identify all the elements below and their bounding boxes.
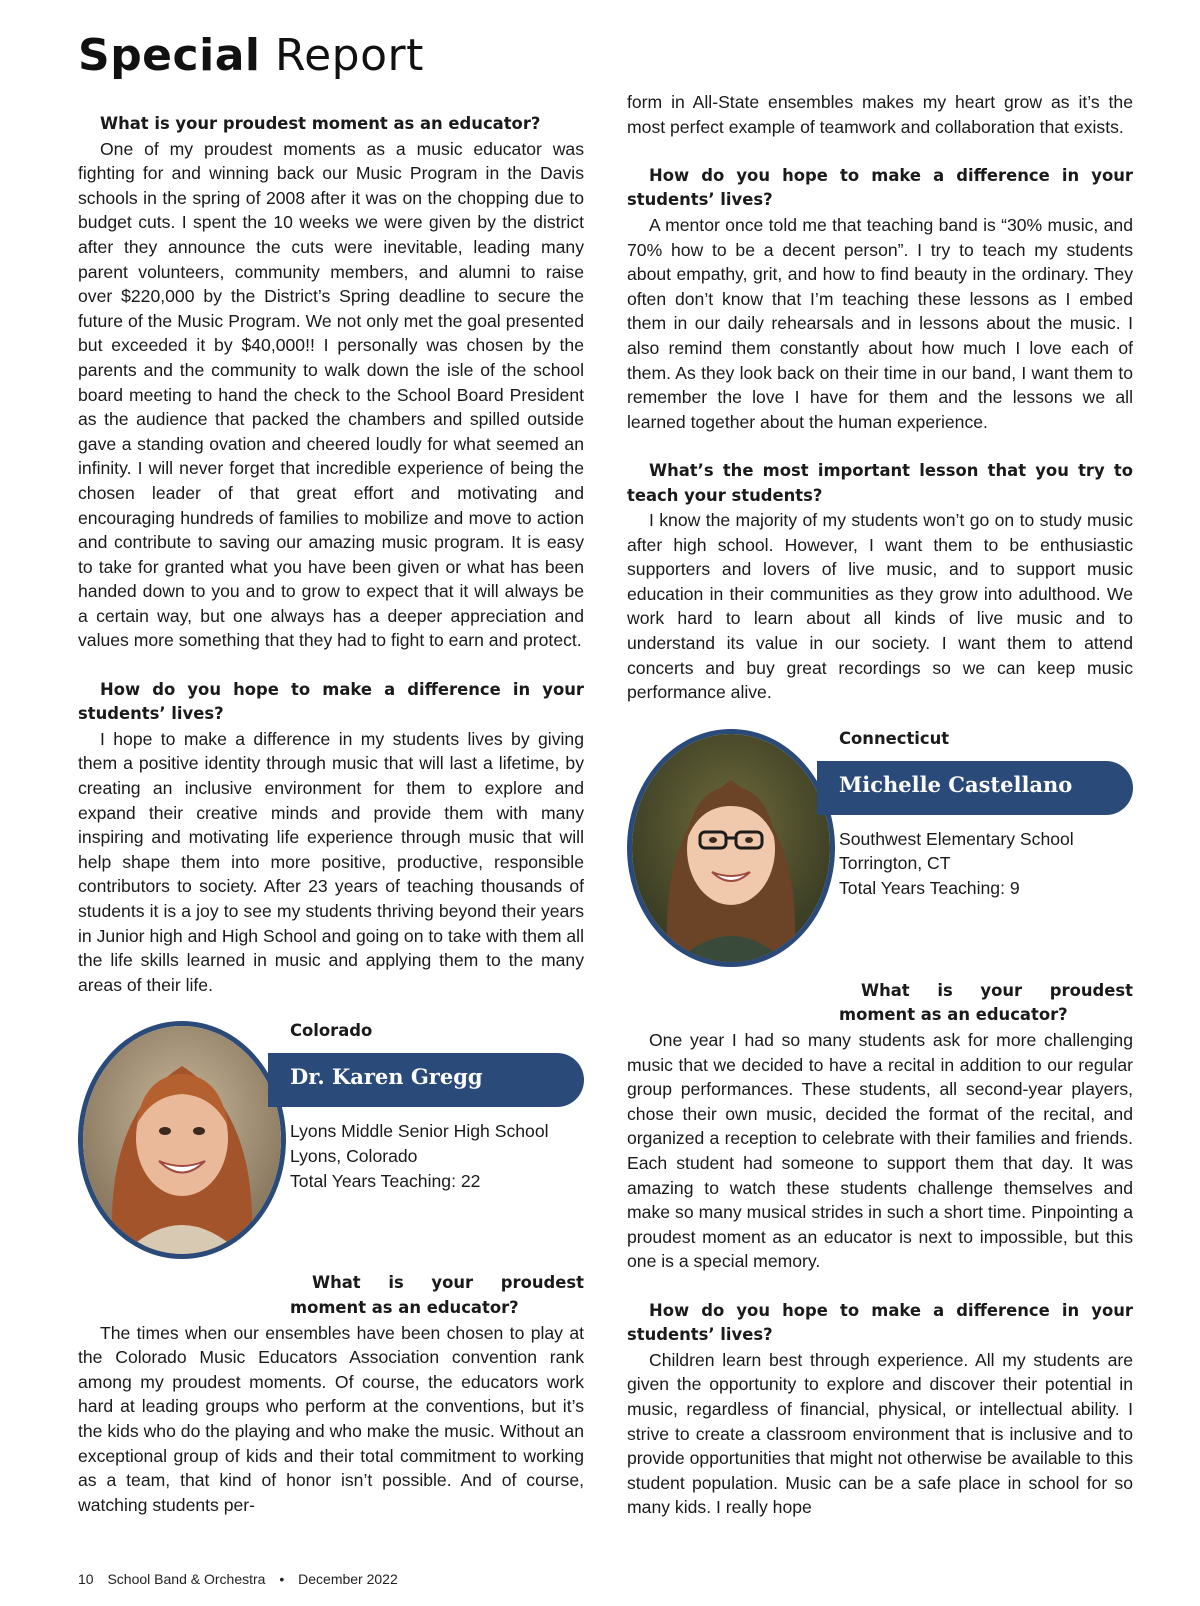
header-title-rest: Report [274,30,424,81]
profile-school: Southwest Elementary School [839,828,1074,849]
profile-state: Colorado [290,1021,373,1041]
answer-paragraph: I know the majority of my students won’t go on to study music after high school. However, I want them to be enthusiastic supporters and lovers of live music, and to support music education in their communities as they grow into adulthood. We work hard to learn about all kinds of live music and to understand its value in our society. I want them to attend concerts and buy great recordings so we can keep music performance alive. [627,510,1133,703]
profile-info [290,1119,549,1193]
profile-school: Lyons Middle Senior High School [290,1121,549,1142]
profile-years: Total Years Teaching: 22 [290,1170,481,1191]
profile-city: Torrington, CT [839,853,951,874]
question-heading: What is your proudest moment as an educator? [100,114,541,133]
header-title-bold: Special [78,30,261,81]
name-banner [268,1053,584,1107]
profile-years: Total Years Teaching: 9 [839,878,1020,899]
page-footer [78,1571,408,1587]
footer-bullet: • [279,1571,285,1587]
left-column [78,112,584,1517]
question-heading: How do you hope to make a difference in your students’ lives? [627,165,1133,210]
profile-state: Connecticut [839,728,950,748]
profile-name: Michelle Castellano [839,771,1073,797]
portrait-illustration [632,734,830,962]
question-heading: What is your proudest moment as an educator? [290,1273,584,1317]
profile-michelle-castellano [627,729,1133,979]
portrait-illustration [83,1026,281,1254]
right-column [627,90,1133,1520]
publication-name: School Band & Orchestra [107,1571,266,1587]
answer-paragraph: form in All-State ensembles makes my heart grow as it’s the most perfect example of teamwork and collaboration that exists. [627,92,1133,137]
answer-paragraph: One of my proudest moments as a music educator was fighting for and winning back our Music Program in the Davis schools in the spring of 2008 after it was on the chopping due to budget cuts. I spent the 10 weeks we were given by the district after they announce the cuts were inevitable, leading many parent volunteers, community members, and alumni to raise over $220,000 by the District’s Spring deadline to secure the future of the Music Program. We not only met the goal presented but exceeded it by $40,000!! I personally was chosen by the parents and the community to walk down the isle of the school board meeting to hand the check to the School Board President as the audience that packed the chambers and spilled outside gave a standing ovation and cheered loudly for what seemed an infinity. I will never forget that incredible experience of being the chosen leader of that great effort and motivating and encouraging hundreds of families to mobilize and move to action and contribute to saving our amazing music program. It is easy to take for granted what you have been given or what has been handed down to you and to grow to expect that it will always be a certain way, but one always has a deeper appreciation and values more something that they had to fight to earn and protect. [78,138,584,651]
answer-paragraph: I hope to make a difference in my students lives by giving them a positive identity through music that will last a lifetime, by creating an inclusive environment for them to explore and expand their creative minds and provide them with many inspiring and motivating life experience through music that will help shape them into more positive, productive, responsible contributors to society. After 23 years of teaching thousands of students it is a joy to see my students thriving beyond their years in Junior high and High School and going on to take with them all the life skills learned in music and applying them to the many areas of their life. [78,728,584,995]
name-banner [817,761,1133,815]
profile-info [839,827,1074,901]
profile-city: Lyons, Colorado [290,1145,418,1166]
profile-karen-gregg [78,1021,584,1271]
page-number: 10 [78,1571,94,1587]
issue-date: December 2022 [298,1571,398,1587]
profile-name: Dr. Karen Gregg [290,1064,483,1090]
answer-paragraph: A mentor once told me that teaching band is “30% music, and 70% how to be a decent person”. I try to teach my students about empathy, grit, and how to find beauty in the ordinary. They often don’t know that I’m teaching these lessons as I embed them in our daily rehearsals and in lessons about the music. I also remind them constantly about how much I love each of them. As they look back on their time in our band, I want them to remember the love I have for them and the lessons we all learned together about the human experience. [627,214,1133,432]
question-heading: How do you hope to make a difference in your students’ lives? [627,1300,1133,1345]
answer-paragraph: The times when our ensembles have been chosen to play at the Colorado Music Educators Association convention rank among my proudest moments. Of course, the educators work hard at leading groups who perform at the conventions, but it’s the kids who do the playing and who make the music. Without an exceptional group of kids and their total commitment to working as a team, that kind of honor isn’t possible. And of course, watching students per- [78,1322,584,1515]
question-heading: How do you hope to make a difference in your students’ lives? [78,679,584,724]
answer-paragraph: Children learn best through experience. All my students are given the opportunity to explore and discover their potential in music, regardless of financial, physical, or intellectual ability. I strive to create a classroom environment that is inclusive and to provide opportunities that might not otherwise be available to this student population. Music can be a safe place in school for so many kids. I really hope [627,1349,1133,1518]
question-heading: What is your proudest moment as an educator? [839,980,1133,1025]
answer-paragraph: One year I had so many students ask for more challenging music that we decided to have a recital in addition to our regular group performances. These students, all second-year players, chose their own music, decided the format of the recital, and organized a reception to celebrate with their families and friends. Each student had someone to support them that day. It was amazing to watch these students challenge themselves and make so many musical strides in such a short time. Pinpointing a proudest moment as an educator is next to impossible, but this one is a special memory. [627,1030,1133,1272]
portrait-photo [627,729,835,967]
question-heading: What’s the most important lesson that you try to teach your students? [627,460,1133,505]
page-header [78,30,424,81]
portrait-photo [78,1021,286,1259]
